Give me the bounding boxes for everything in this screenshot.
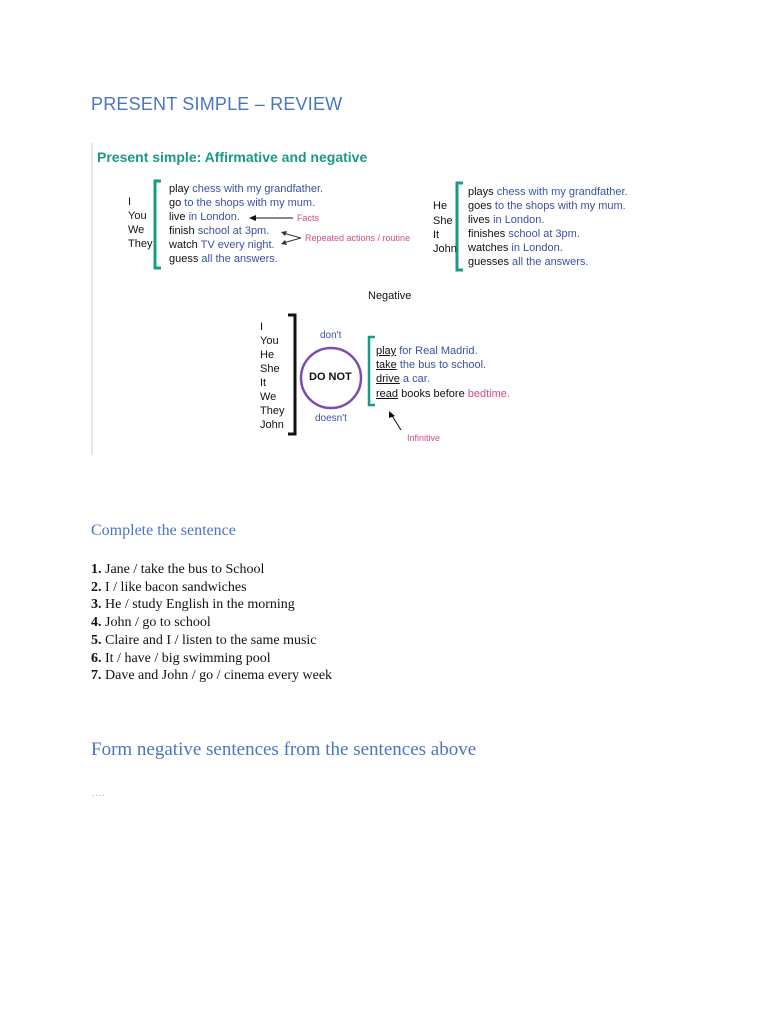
neg-pronoun: She [260,363,280,375]
list-item: 7. Dave and John / go / cinema every week [91,668,333,684]
note-facts: Facts [297,213,320,223]
right-phrase: guesses all the answers. [468,256,589,268]
left-pronoun: I [128,196,132,208]
neg-phrase: play for Real Madrid. [376,345,478,357]
neg-phrase: drive a car. [376,373,430,385]
neg-pronoun: It [260,377,267,389]
neg-right-bracket-icon [369,337,375,405]
right-phrase: lives in London. [468,214,545,226]
list-item: 4. John / go to school [91,615,211,631]
neg-pronoun: You [260,335,279,347]
left-pronoun: They [128,238,153,250]
exercise-list [91,561,332,685]
list-item: 3. He / study English in the morning [91,597,295,613]
left-phrase: watch TV every night. [169,239,275,251]
note-repeated-actions: Repeated actions / routine [305,233,411,243]
routine-arrows-icon [283,233,301,243]
complete-sentence-heading: Complete the sentence [91,522,236,539]
right-pronoun: It [433,229,440,241]
list-item: 5. Claire and I / listen to the same music [91,632,317,648]
right-phrase: goes to the shops with my mum. [468,200,626,212]
dont-label: don't [320,330,342,341]
grammar-chart-figure [91,143,651,458]
right-pronoun: She [433,215,453,227]
neg-pronoun: I [260,321,264,333]
figure-title: Present simple: Affirmative and negative [97,149,368,165]
right-phrase: finishes school at 3pm. [468,228,580,240]
list-item: 2. I / like bacon sandwiches [91,579,247,595]
left-phrase: guess all the answers. [169,253,278,265]
right-phrase: plays chess with my grandfather. [468,186,628,198]
page-title: PRESENT SIMPLE – REVIEW [91,94,343,114]
neg-pronoun: They [260,405,285,417]
left-phrase: go to the shops with my mum. [169,197,316,209]
right-pronoun: John [433,243,457,255]
neg-left-bracket-icon [288,315,295,434]
negative-sentences-heading: Form negative sentences from the sentences above [91,739,477,760]
left-pronoun: We [128,224,145,236]
neg-pronoun: John [260,419,284,431]
right-pronoun: He [433,200,448,212]
left-phrase: play chess with my grandfather. [169,183,324,195]
do-not-label: DO NOT [309,371,352,383]
neg-pronoun: He [260,349,275,361]
neg-phrase: take the bus to school. [376,359,487,371]
left-pronoun: You [128,210,147,222]
neg-phrase: read books before bedtime. [376,388,510,400]
left-phrase: finish school at 3pm. [169,225,270,237]
left-phrase: live in London. [169,211,240,223]
doesnt-label: doesn't [315,413,347,424]
neg-pronoun: We [260,391,277,403]
answer-placeholder: …. [91,787,105,799]
list-item: 6. It / have / big swimming pool [91,650,271,666]
negative-label: Negative [368,290,412,302]
note-infinitive: Infinitive [407,433,441,443]
right-phrase: watches in London. [468,242,563,254]
right-bracket-icon [457,183,463,270]
list-item: 1. Jane / take the bus to School [91,562,265,577]
left-bracket-icon [155,181,161,268]
